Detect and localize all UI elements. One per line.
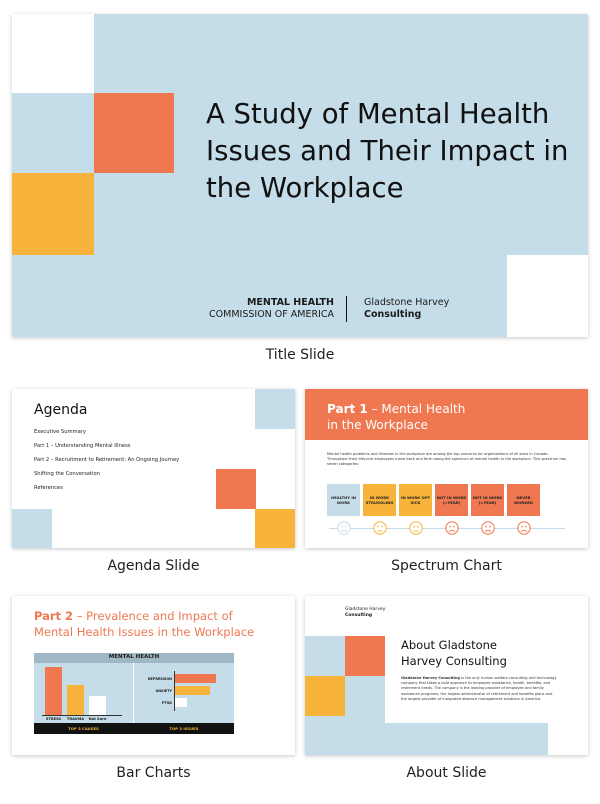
face-icon bbox=[409, 521, 423, 535]
heading-part: Part 1 bbox=[327, 402, 368, 416]
logo-text: Gladstone Harvey bbox=[345, 607, 386, 612]
bar bbox=[175, 686, 210, 695]
agenda-item: Part 2 – Recruitment to Retirement: An Ongoing Journey bbox=[34, 457, 180, 463]
bar-charts-slide[interactable] bbox=[12, 596, 295, 755]
about-slide[interactable] bbox=[305, 596, 588, 755]
heading-rest: – Prevalence and Impact of bbox=[73, 609, 233, 623]
about-body-bold: Gladstone Harvey Consulting bbox=[401, 676, 461, 680]
face-icon bbox=[445, 521, 459, 535]
orange-square bbox=[216, 469, 256, 509]
blue-square bbox=[255, 389, 295, 429]
agenda-item: Executive Summary bbox=[34, 429, 86, 435]
logo-bold-text: MENTAL HEALTH bbox=[246, 297, 334, 308]
spectrum-category-box: IN WORK OFF SICK bbox=[399, 484, 432, 516]
spectrum-body: Mental health problems and illnesses in the workplace are among the top concerns for organizations of all sizes in Canada. Throughout their lifecycle employees move back and forth along the spectrum of mental health in the workplace. This spectrum has seven categories: bbox=[327, 452, 566, 467]
title-slide[interactable] bbox=[12, 14, 588, 337]
face-icon bbox=[481, 521, 495, 535]
bar-label: Not Sure bbox=[88, 717, 107, 721]
about-slide-caption: About Slide bbox=[406, 765, 487, 781]
bar bbox=[89, 696, 106, 715]
bar bbox=[45, 667, 62, 715]
slide-title: A Study of Mental Health Issues and Their Impact in the Workplace bbox=[206, 98, 569, 204]
agenda-item: References bbox=[34, 485, 63, 491]
yellow-square bbox=[12, 173, 94, 255]
bar-label: DEPRESSION bbox=[147, 676, 172, 681]
bar-label: STRESS bbox=[45, 717, 62, 721]
y-axis bbox=[174, 671, 175, 711]
bar-label: ANXIETY bbox=[155, 688, 172, 693]
bar bbox=[175, 698, 187, 707]
face-icon bbox=[373, 521, 387, 535]
logo-bold-text: Consulting bbox=[364, 309, 422, 320]
agenda-slide-caption: Agenda Slide bbox=[107, 558, 200, 574]
logo-text: Gladstone Harvey bbox=[364, 297, 450, 308]
white-square bbox=[548, 716, 588, 755]
heading-part: Part 2 bbox=[34, 609, 74, 623]
about-logo bbox=[345, 607, 385, 619]
bar-heading bbox=[34, 609, 254, 640]
orange-square bbox=[94, 93, 174, 173]
blue-square bbox=[12, 509, 52, 548]
agenda-heading: Agenda bbox=[34, 402, 88, 418]
yellow-square bbox=[305, 676, 345, 716]
chart-title-causes: TOP 3 CAUSES bbox=[68, 726, 99, 731]
about-heading: About Gladstone Harvey Consulting bbox=[401, 638, 507, 668]
orange-square bbox=[345, 636, 385, 676]
spectrum-category-box: IN WORK STRUGGLING bbox=[363, 484, 396, 516]
spectrum-category-box: NOT IN WORK (>YEAR) bbox=[471, 484, 504, 516]
bar-label: TRAUMA bbox=[66, 717, 85, 721]
panel-title: MENTAL HEALTH bbox=[108, 654, 160, 660]
heading-line2: in the Workplace bbox=[327, 418, 428, 432]
mental-health-commission-logo bbox=[162, 297, 334, 321]
bar-charts-slide-caption: Bar Charts bbox=[116, 765, 191, 781]
agenda-slide[interactable] bbox=[12, 389, 295, 548]
spectrum-heading bbox=[327, 401, 465, 433]
logo-bold-text: Consulting bbox=[345, 613, 373, 618]
white-square bbox=[12, 14, 94, 93]
bar bbox=[67, 685, 84, 715]
spectrum-category-box: HEALTHY IN WORK bbox=[327, 484, 360, 516]
spectrum-slide-caption: Spectrum Chart bbox=[391, 558, 502, 574]
title-slide-caption: Title Slide bbox=[265, 347, 335, 363]
yellow-square bbox=[255, 509, 295, 548]
spectrum-category-box: NOT IN WORK (<YEAR) bbox=[435, 484, 468, 516]
heading-line2: Mental Health Issues in the Workplace bbox=[34, 624, 255, 639]
spectrum-category-box: NEVER WORKED bbox=[507, 484, 540, 516]
white-square bbox=[507, 255, 588, 337]
bar bbox=[175, 674, 216, 683]
panel-divider bbox=[133, 663, 134, 723]
chart-title-issues: TOP 3 ISSUES bbox=[169, 726, 199, 731]
agenda-item: Shifting the Conversation bbox=[34, 471, 100, 477]
face-icon bbox=[517, 521, 531, 535]
logo-text: COMMISSION OF AMERICA bbox=[209, 309, 334, 320]
face-icon bbox=[337, 521, 351, 535]
gladstone-logo bbox=[364, 297, 449, 321]
bar-label: PTSD bbox=[161, 700, 172, 705]
agenda-item: Part 1 – Understanding Mental Illness bbox=[34, 443, 131, 449]
heading-rest: – Mental Health bbox=[367, 402, 466, 416]
logo-divider bbox=[346, 296, 347, 322]
x-axis bbox=[42, 715, 122, 716]
spectrum-slide[interactable] bbox=[305, 389, 588, 548]
about-body bbox=[401, 676, 559, 702]
about-body-text: is the only human welfare consulting and technology company that takes a bold approach to employee assistance, health, benefits, and retirement needs. The company is the leading provider of employee and family assistance programs, the largest administrator of retirement and benefits plans and the largest provider of integrated absence management solutions in America. bbox=[401, 676, 557, 701]
